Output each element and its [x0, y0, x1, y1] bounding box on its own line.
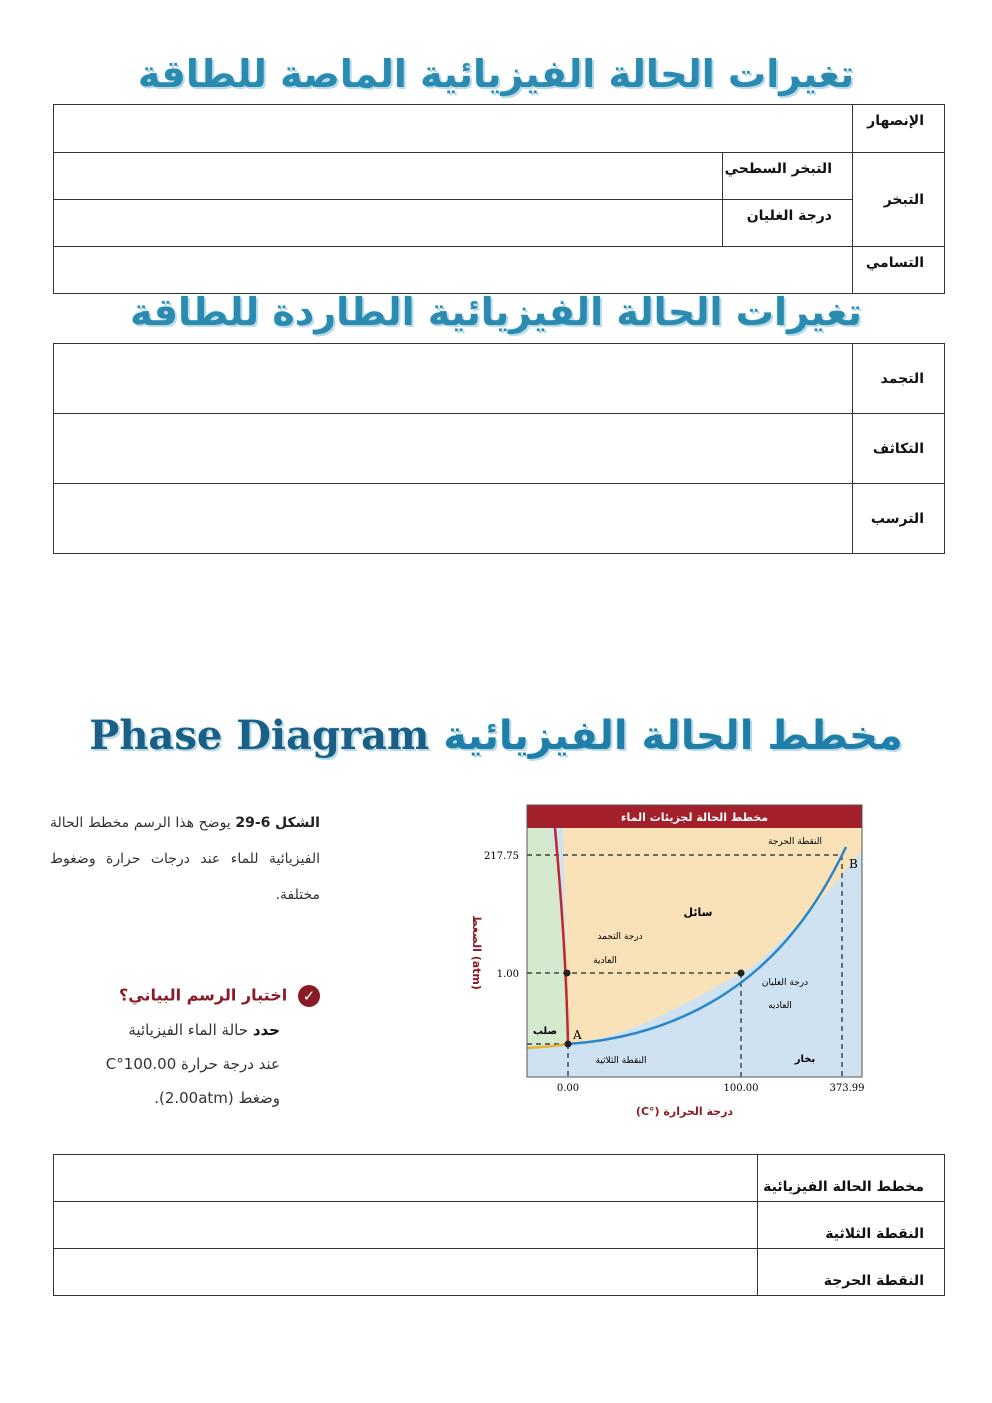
point-a-label: A: [573, 1028, 582, 1042]
y-axis-label: الضغط (atm): [470, 915, 483, 990]
graph-check-question: [90, 1013, 320, 1115]
triple-point-answer-cell[interactable]: [54, 1202, 758, 1249]
x-tick-100: 100.00: [723, 1083, 759, 1094]
critical-point-answer-cell[interactable]: [54, 1249, 758, 1296]
graph-check-line3: وضغط (2.00atm).: [154, 1089, 280, 1107]
chart-title: مخطط الحالة لجزيئات الماء: [620, 811, 769, 824]
triple-point-label: النقطة الثلاثية: [758, 1202, 945, 1249]
boiling-annotation-2: العاديه: [768, 1001, 792, 1011]
critical-point-label: النقطة الحرجة: [758, 1249, 945, 1296]
endothermic-table: [53, 104, 945, 294]
figure-label: الشكل: [275, 815, 320, 831]
exothermic-table: [53, 343, 945, 554]
graph-check-title: اختبار الرسم البياني؟: [119, 985, 288, 1005]
surface-evaporation-label: التبخر السطحي: [723, 153, 853, 200]
freezing-annotation-1: درجة التجمد: [597, 932, 643, 942]
condensation-label: التكاثف: [853, 414, 945, 484]
phase-diagram-title-ar: مخطط الحالة الفيزيائية: [443, 713, 903, 759]
x-axis-label: درجة الحرارة (°C): [635, 1105, 734, 1118]
boiling-answer-cell[interactable]: [54, 200, 723, 247]
phase-diagram-chart: [455, 800, 875, 1125]
deposition-label: الترسب: [853, 484, 945, 554]
phase-diagram-title: [0, 712, 992, 759]
phase-diagram-label: مخطط الحالة الفيزيائية: [758, 1155, 945, 1202]
y-tick-217: 217.75: [484, 851, 519, 862]
boiling-point-marker: [738, 970, 745, 977]
graph-check-line2: عند درجة حرارة 100.00°C: [105, 1055, 280, 1073]
graph-check-box: [90, 985, 320, 1115]
x-tick-374: 373.99: [829, 1083, 865, 1094]
phase-diagram-answer-cell[interactable]: [54, 1155, 758, 1202]
graph-check-verb: حدد: [252, 1021, 280, 1039]
section2-title: تغيرات الحالة الفيزيائية الطاردة للطاقة: [130, 290, 862, 334]
point-b-label: B: [849, 857, 858, 871]
melting-label: الإنصهار: [853, 105, 945, 153]
graph-check-line1: حالة الماء الفيزيائية: [128, 1021, 249, 1039]
sublimation-label: التسامي: [853, 247, 945, 294]
sublimation-answer-cell[interactable]: [54, 247, 853, 294]
melting-answer-cell[interactable]: [54, 105, 853, 153]
vaporization-label: التبخر: [853, 153, 945, 247]
condensation-answer-cell[interactable]: [54, 414, 853, 484]
figure-description-text: يوضح هذا الرسم مخطط الحالة الفيزيائية للماء عند درجات حرارة وضغوط مختلفة.: [50, 815, 320, 903]
triple-point-marker: [565, 1041, 572, 1048]
figure-description: [50, 805, 320, 913]
freezing-label: التجمد: [853, 344, 945, 414]
vapor-label: بخار: [794, 1054, 816, 1065]
evaporation-answer-cell[interactable]: [54, 153, 723, 200]
checkmark-icon: ✓: [298, 985, 320, 1007]
y-tick-1: 1.00: [496, 969, 519, 980]
phase-diagram-title-en: Phase Diagram: [89, 712, 430, 759]
critical-point-annotation: النقطة الحرجة: [768, 837, 822, 847]
x-tick-0: 0.00: [556, 1083, 580, 1094]
liquid-label: سائل: [683, 906, 713, 919]
boiling-point-label: درجة الغليان: [723, 200, 853, 247]
freezing-answer-cell[interactable]: [54, 344, 853, 414]
freezing-annotation-2: العادية: [593, 956, 617, 966]
definitions-table: [53, 1154, 945, 1296]
boiling-annotation-1: درجة الغليان: [761, 978, 809, 988]
solid-label: صلب: [532, 1026, 558, 1037]
freezing-point-marker: [564, 970, 571, 977]
triple-point-annotation: النقطة الثلاثية: [595, 1056, 647, 1066]
section1-title: تغيرات الحالة الفيزيائية الماصة للطاقة: [137, 52, 855, 96]
figure-number: 6-29: [235, 815, 271, 831]
deposition-answer-cell[interactable]: [54, 484, 853, 554]
